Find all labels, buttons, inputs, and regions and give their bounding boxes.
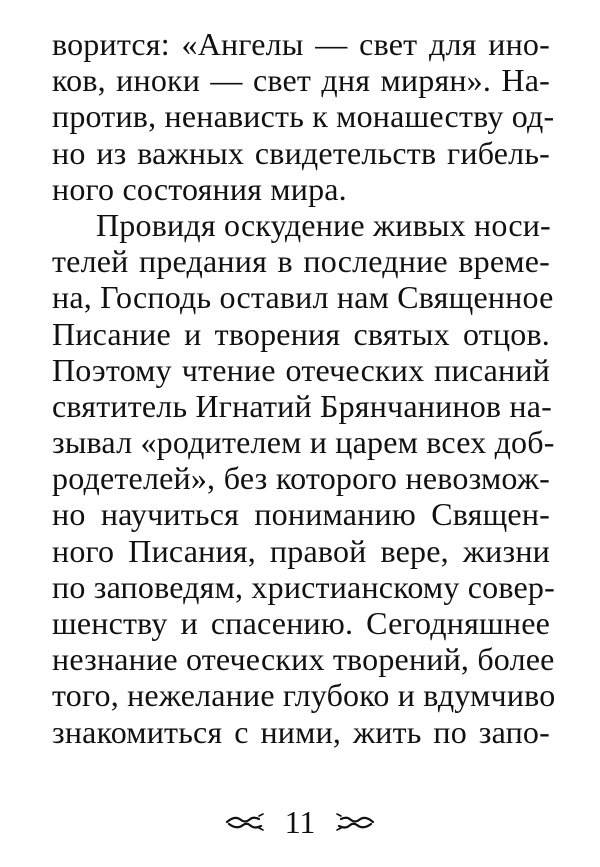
text-line: зывал «родителем и царем всех доб- <box>52 424 555 461</box>
text-line: ного Писания, правой вере, жизни <box>52 532 550 569</box>
text-line: ков, иноки — свет дня мирян». На- <box>52 62 550 99</box>
text-line: телей предания в последние време- <box>52 243 550 280</box>
text-line: против, ненависть к монашеству од- <box>52 98 555 135</box>
text-line: ного состояния мира. <box>52 170 347 207</box>
text-line: ворится: «Ангелы — свет для ино- <box>52 26 550 62</box>
text-line: святитель Игнатий Брянчанинов на- <box>52 387 553 424</box>
ornament-left-icon <box>225 811 265 833</box>
text-line: незнание отеческих творений, более <box>52 641 555 678</box>
text-line: но научиться пониманию Священ- <box>52 496 550 533</box>
text-line: знакомиться с ними, жить по запо- <box>52 713 550 750</box>
ornament-right-icon <box>335 811 375 833</box>
text-line: того, нежелание глубоко и вдумчиво <box>52 677 556 714</box>
text-line: Поэтому чтение отеческих писаний <box>52 351 550 388</box>
text-line: по заповедям, христианскому совер- <box>52 568 555 605</box>
text-line: но из важных свидетельств гибель- <box>52 134 550 171</box>
text-line: шенству и спасению. Сегодняшнее <box>52 605 550 641</box>
text-line: Писание и творения святых отцов. <box>52 315 550 352</box>
body-text <box>52 26 556 750</box>
paragraph-2 <box>52 206 556 750</box>
text-line: на, Господь оставил нам Священное <box>52 279 554 316</box>
text-line: Провидя оскудение живых носи- <box>96 206 551 243</box>
page-folio <box>0 798 600 842</box>
paragraph-1 <box>52 26 555 207</box>
page-number: 11 <box>284 803 316 840</box>
text-line: родетелей», без которого невозмож- <box>52 460 550 497</box>
